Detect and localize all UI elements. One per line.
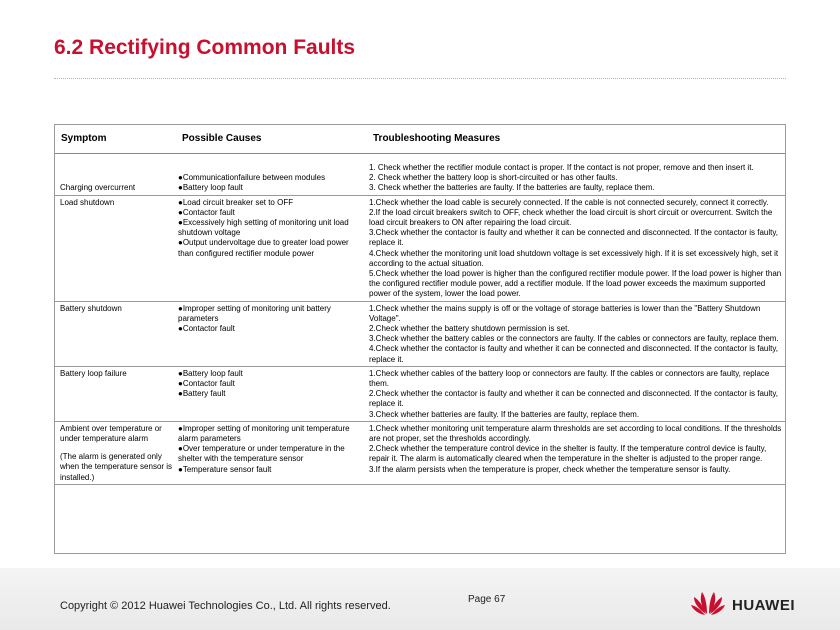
measure-item: 1.Check whether the load cable is securely connected. If the cable is not connected securely, connect it correctly. (369, 197, 769, 207)
symptom-text: Battery shutdown (60, 303, 122, 313)
table-row (55, 195, 786, 301)
cause-item: ●Temperature sensor fault (178, 464, 272, 474)
slide-title: 6.2 Rectifying Common Faults (54, 36, 356, 59)
cause-item: ●Contactor fault (178, 324, 235, 334)
header-symptom: Symptom (55, 125, 176, 153)
measures-cell (367, 301, 786, 366)
table-row (55, 366, 786, 421)
measure-item: 2. Check whether the battery loop is short-circuited or has other faults. (369, 173, 618, 183)
measure-item: 2.If the load circuit breakers switch to OFF, check whether the load circuit is short circuit or overcurrent. Switch the load circuit breakers to ON after repairing the load circuit. (369, 207, 773, 228)
causes-cell (176, 421, 367, 484)
table-row (55, 301, 786, 366)
title-divider (54, 78, 786, 79)
measures-cell (367, 421, 786, 484)
header-troubleshooting-measures: Troubleshooting Measures (367, 125, 786, 153)
measure-item: 4.Check whether the monitoring unit load shutdown voltage is set excessively high. If it is set excessively high, set it according to the actual situation. (369, 248, 779, 268)
header-possible-causes: Possible Causes (176, 125, 367, 153)
measure-item: 2.Check whether the contactor is faulty and whether it can be connected and disconnected. If the contactor is faulty, replace it. (369, 389, 778, 409)
cause-item: ●Excessively high setting of monitoring unit load shutdown voltage (178, 218, 349, 238)
table-row (55, 421, 786, 484)
symptom-cell (55, 195, 176, 301)
measure-item: 1. Check whether the rectifier module contact is proper. If the contact is not proper, remove and then insert it. (369, 163, 754, 172)
causes-cell (176, 195, 367, 301)
measures-cell (367, 161, 786, 195)
cause-item: ●Communicationfailure between modules (178, 173, 326, 182)
measure-item: 2.Check whether the battery shutdown permission is set. (369, 324, 570, 334)
measure-item: 4.Check whether the contactor is faulty and whether it can be connected and disconnected. If the contactor is faulty, replace it. (369, 344, 778, 364)
causes-cell (176, 301, 367, 366)
cause-item: ●Battery loop fault (178, 183, 243, 193)
measure-item: 2.Check whether the temperature control device in the shelter is faulty. If the temperature control device is faulty, repair it. The alarm is automatically cleared when the temperature in the shelter is adjusted to the proper range. (369, 444, 767, 464)
table-row (55, 161, 786, 195)
symptom-cell (55, 161, 176, 195)
causes-cell (176, 161, 367, 195)
cause-item: ●Battery loop fault (178, 368, 243, 378)
symptom-text: Charging overcurrent (60, 183, 136, 192)
cause-item: ●Load circuit breaker set to OFF (178, 197, 294, 207)
measure-item: 1.Check whether monitoring unit temperature alarm thresholds are set according to local conditions. If the thresholds are not proper, set the thresholds accordingly. (369, 423, 782, 444)
faults-table (54, 124, 786, 554)
cause-item: ●Contactor fault (178, 379, 235, 389)
symptom-text: Battery loop failure (60, 368, 127, 378)
causes-cell (176, 366, 367, 421)
copyright-text: Copyright © 2012 Huawei Technologies Co., Ltd. All rights reserved. (60, 600, 391, 612)
cause-item: ●Improper setting of monitoring unit temperature alarm parameters (178, 423, 350, 444)
cause-item: ●Over temperature or under temperature in the shelter with the temperature sensor (178, 444, 345, 464)
huawei-logo-icon (690, 586, 726, 616)
cause-item: ●Battery fault (178, 389, 226, 399)
measure-item: 5.Check whether the load power is higher than the configured rectifier module power. If the load power is higher than the configured rectifier module power, add a rectifier module. If the load power exceeds the maximum supported power of the system, lower the load power. (369, 269, 782, 299)
symptom-note: (The alarm is generated only when the temperature sensor is installed.) (60, 452, 173, 482)
cause-item: ●Improper setting of monitoring unit battery parameters (178, 303, 331, 323)
symptom-cell (55, 301, 176, 366)
faults-table-grid (55, 125, 786, 485)
huawei-brand-text: HUAWEI (732, 597, 795, 614)
page-number: Page 67 (468, 594, 506, 605)
table-spacer-row (55, 153, 786, 161)
measure-item: 3.Check whether the contactor is faulty and whether it can be connected and disconnected. If the contactor is faulty, replace it. (369, 228, 778, 248)
measures-cell (367, 366, 786, 421)
symptom-cell (55, 421, 176, 484)
measure-item: 1.Check whether the mains supply is off or the voltage of storage batteries is lower than the "Battery Shutdown Voltage". (369, 303, 761, 323)
symptom-text: Ambient over temperature or under temperature alarm (60, 423, 162, 444)
cause-item: ●Output undervoltage due to greater load power than configured rectifier module power (178, 238, 349, 258)
measure-item: 3.Check whether the battery cables or the connectors are faulty. If the cables or connectors are faulty, replace them. (369, 334, 779, 344)
symptom-text: Load shutdown (60, 197, 115, 207)
table-header-row (55, 125, 786, 153)
cause-item: ●Contactor fault (178, 207, 235, 217)
measures-cell (367, 195, 786, 301)
measure-item: 3. Check whether the batteries are faulty. If the batteries are faulty, replace them. (369, 183, 655, 193)
measure-item: 3.Check whether batteries are faulty. If the batteries are faulty, replace them. (369, 409, 640, 419)
measure-item: 3.If the alarm persists when the temperature is proper, check whether the temperature sensor is faulty. (369, 464, 731, 474)
measure-item: 1.Check whether cables of the battery loop or connectors are faulty. If the cables or connectors are faulty, replace them. (369, 368, 770, 389)
symptom-cell (55, 366, 176, 421)
